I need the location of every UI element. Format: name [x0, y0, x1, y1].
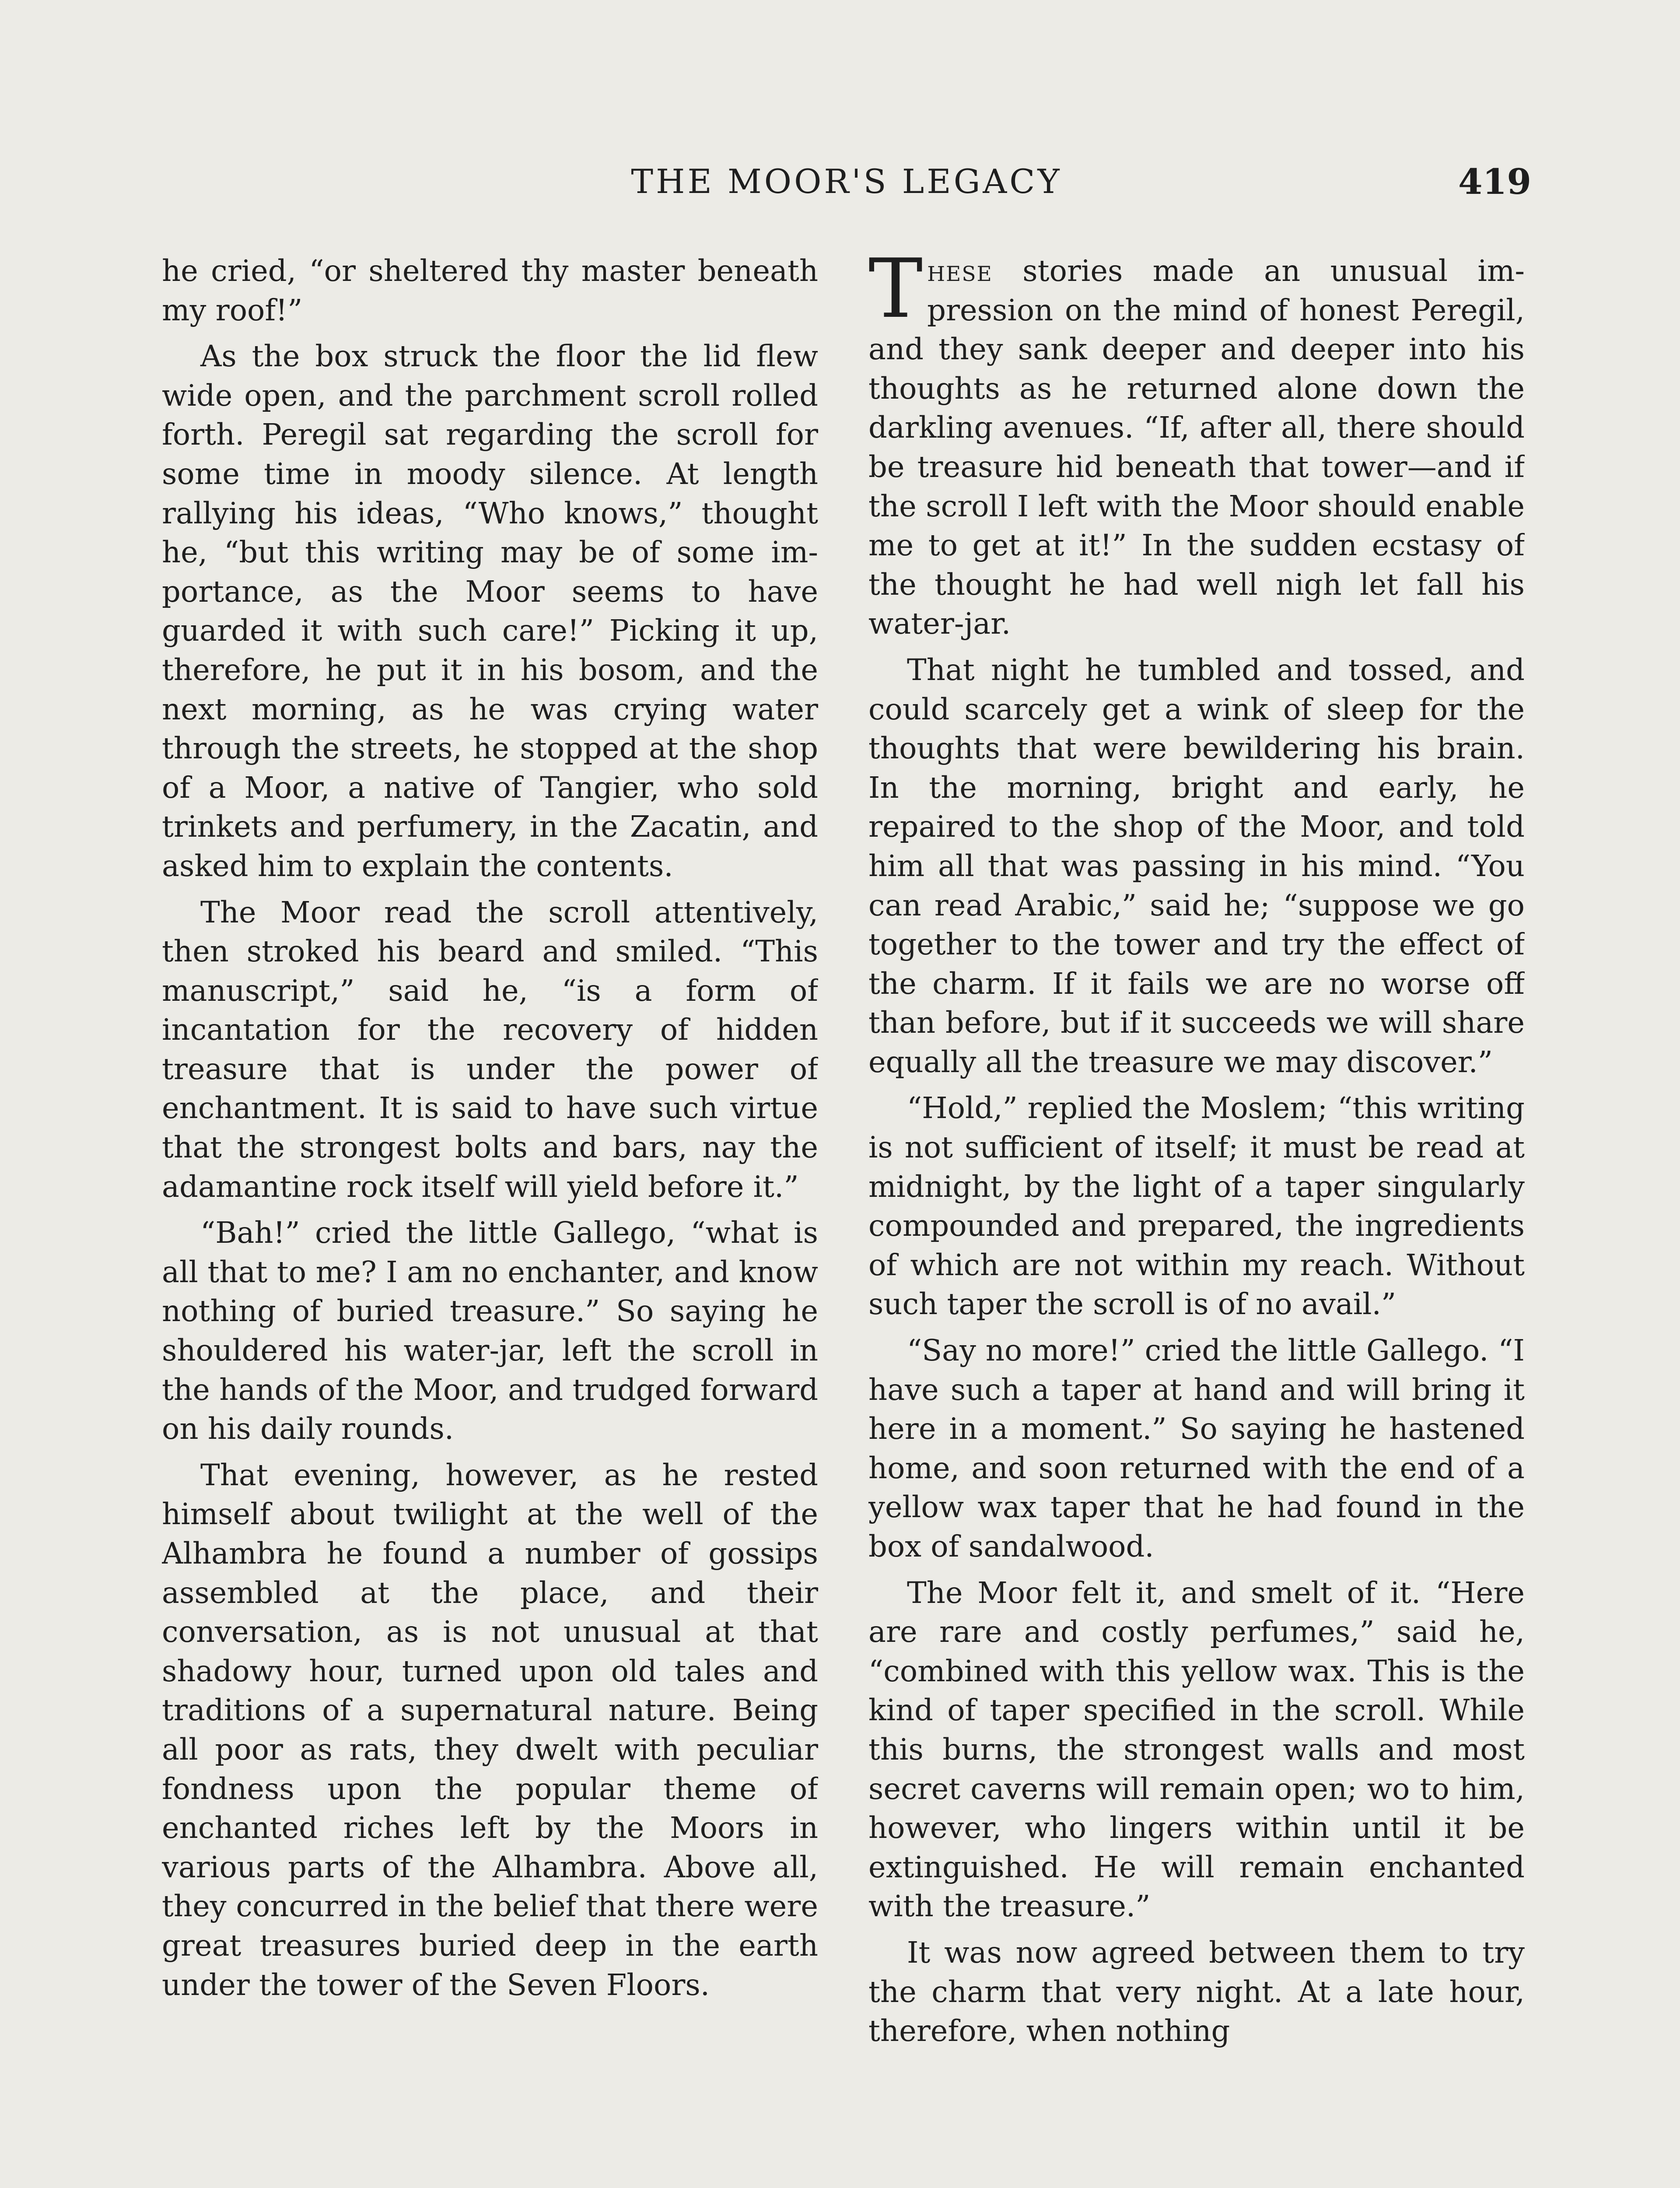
- drop-cap: T: [868, 252, 923, 336]
- left-column: [162, 252, 818, 2188]
- paragraph: “Say no more!” cried the little Gallego. “I have such a taper at hand and will bring it here in a moment.” So saying he hastened home, and soon returned with the end of a yellow wax taper that he had found in the box of sandalwood.: [868, 1333, 1525, 1564]
- paragraph: As the box struck the floor the lid flew wide open, and the parchment scroll rolled forth. Peregil sat regarding the scroll for some time in moody silence. At length rallying his ideas, “Who knows,” thought he, “but this writing may be of some importance, as the Moor seems to have guarded it with such care!” Picking it up, therefore, he put it in his bosom, and the next morning, as he was crying water through the streets, he stopped at the shop of a Moor, a native of Tangier, who sold trinkets and perfumery, in the Zacatin, and asked him to explain the contents.: [162, 339, 818, 883]
- small-caps-lead: hese: [927, 254, 993, 288]
- paragraph: The Moor read the scroll attentively, then stroked his beard and smiled. “This manuscript,” said he, “is a form of incantation for the recovery of hidden treasure that is under the power of enchantment. It is said to have such virtue that the strongest bolts and bars, nay the adamantine rock itself will yield before it.”: [162, 895, 818, 1204]
- paragraph: It was now agreed between them to try the charm that very night. At a late hour, therefore, when nothing: [868, 1935, 1525, 2048]
- paragraph: That night he tumbled and tossed, and could scarcely get a wink of sleep for the thoughts that were bewildering his brain. In the morning, bright and early, he repaired to the shop of the Moor, and told him all that was passing in his mind. “You can read Arabic,” said he; “suppose we go together to the tower and try the effect of the charm. If it fails we are no worse off than before, but if it succeeds we will share equally all the treasure we may discover.”: [868, 652, 1525, 1079]
- paragraph: That evening, however, as he rested himself about twilight at the well of the Alhambra he found a number of gossips assembled at the place, and their conversation, as is not unusual at that shadowy hour, turned upon old tales and traditions of a supernatural nature. Being all poor as rats, they dwelt with peculiar fondness upon the popular theme of enchanted riches left by the Moors in various parts of the Alhambra. Above all, they concurred in the belief that there were great treasures buried deep in the earth under the tower of the Seven Floors.: [162, 1458, 818, 2002]
- paragraph-continued: he cried, “or sheltered thy master beneath my roof!”: [162, 254, 818, 327]
- opening-paragraph: [868, 252, 1525, 644]
- page-number: 419: [1458, 161, 1531, 202]
- paragraph: The Moor felt it, and smelt of it. “Here are rare and costly perfumes,” said he, “combined with this yellow wax. This is the kind of taper specified in the scroll. While this burns, the strongest walls and most secret caverns will remain open; wo to him, however, who lingers within until it be extinguished. He will remain enchanted with the treasure.”: [868, 1575, 1525, 1924]
- right-column: [868, 252, 1525, 2188]
- opening-paragraph-text: stories made an unusual impression on the mind of honest Peregil, and they sank deeper and deeper into his thoughts as he returned alone down the darkling avenues. “If, after all, there should be treasure hid beneath that tower—and if the scroll I left with the Moor should enable me to get at it!” In the sudden ecstasy of the thought he had well nigh let fall his water-jar.: [868, 254, 1525, 641]
- running-title: THE MOOR'S LEGACY: [631, 162, 1062, 201]
- paragraph: “Hold,” replied the Moslem; “this writing is not sufficient of itself; it must be read at midnight, by the light of a taper singularly compounded and prepared, the ingredients of which are not within my reach. Without such taper the scroll is of no avail.”: [868, 1091, 1525, 1322]
- running-head: [162, 155, 1531, 208]
- paragraph: “Bah!” cried the little Gallego, “what is all that to me? I am no enchanter, and know nothing of buried treasure.” So saying he shouldered his water-jar, left the scroll in the hands of the Moor, and trudged forward on his daily rounds.: [162, 1216, 818, 1446]
